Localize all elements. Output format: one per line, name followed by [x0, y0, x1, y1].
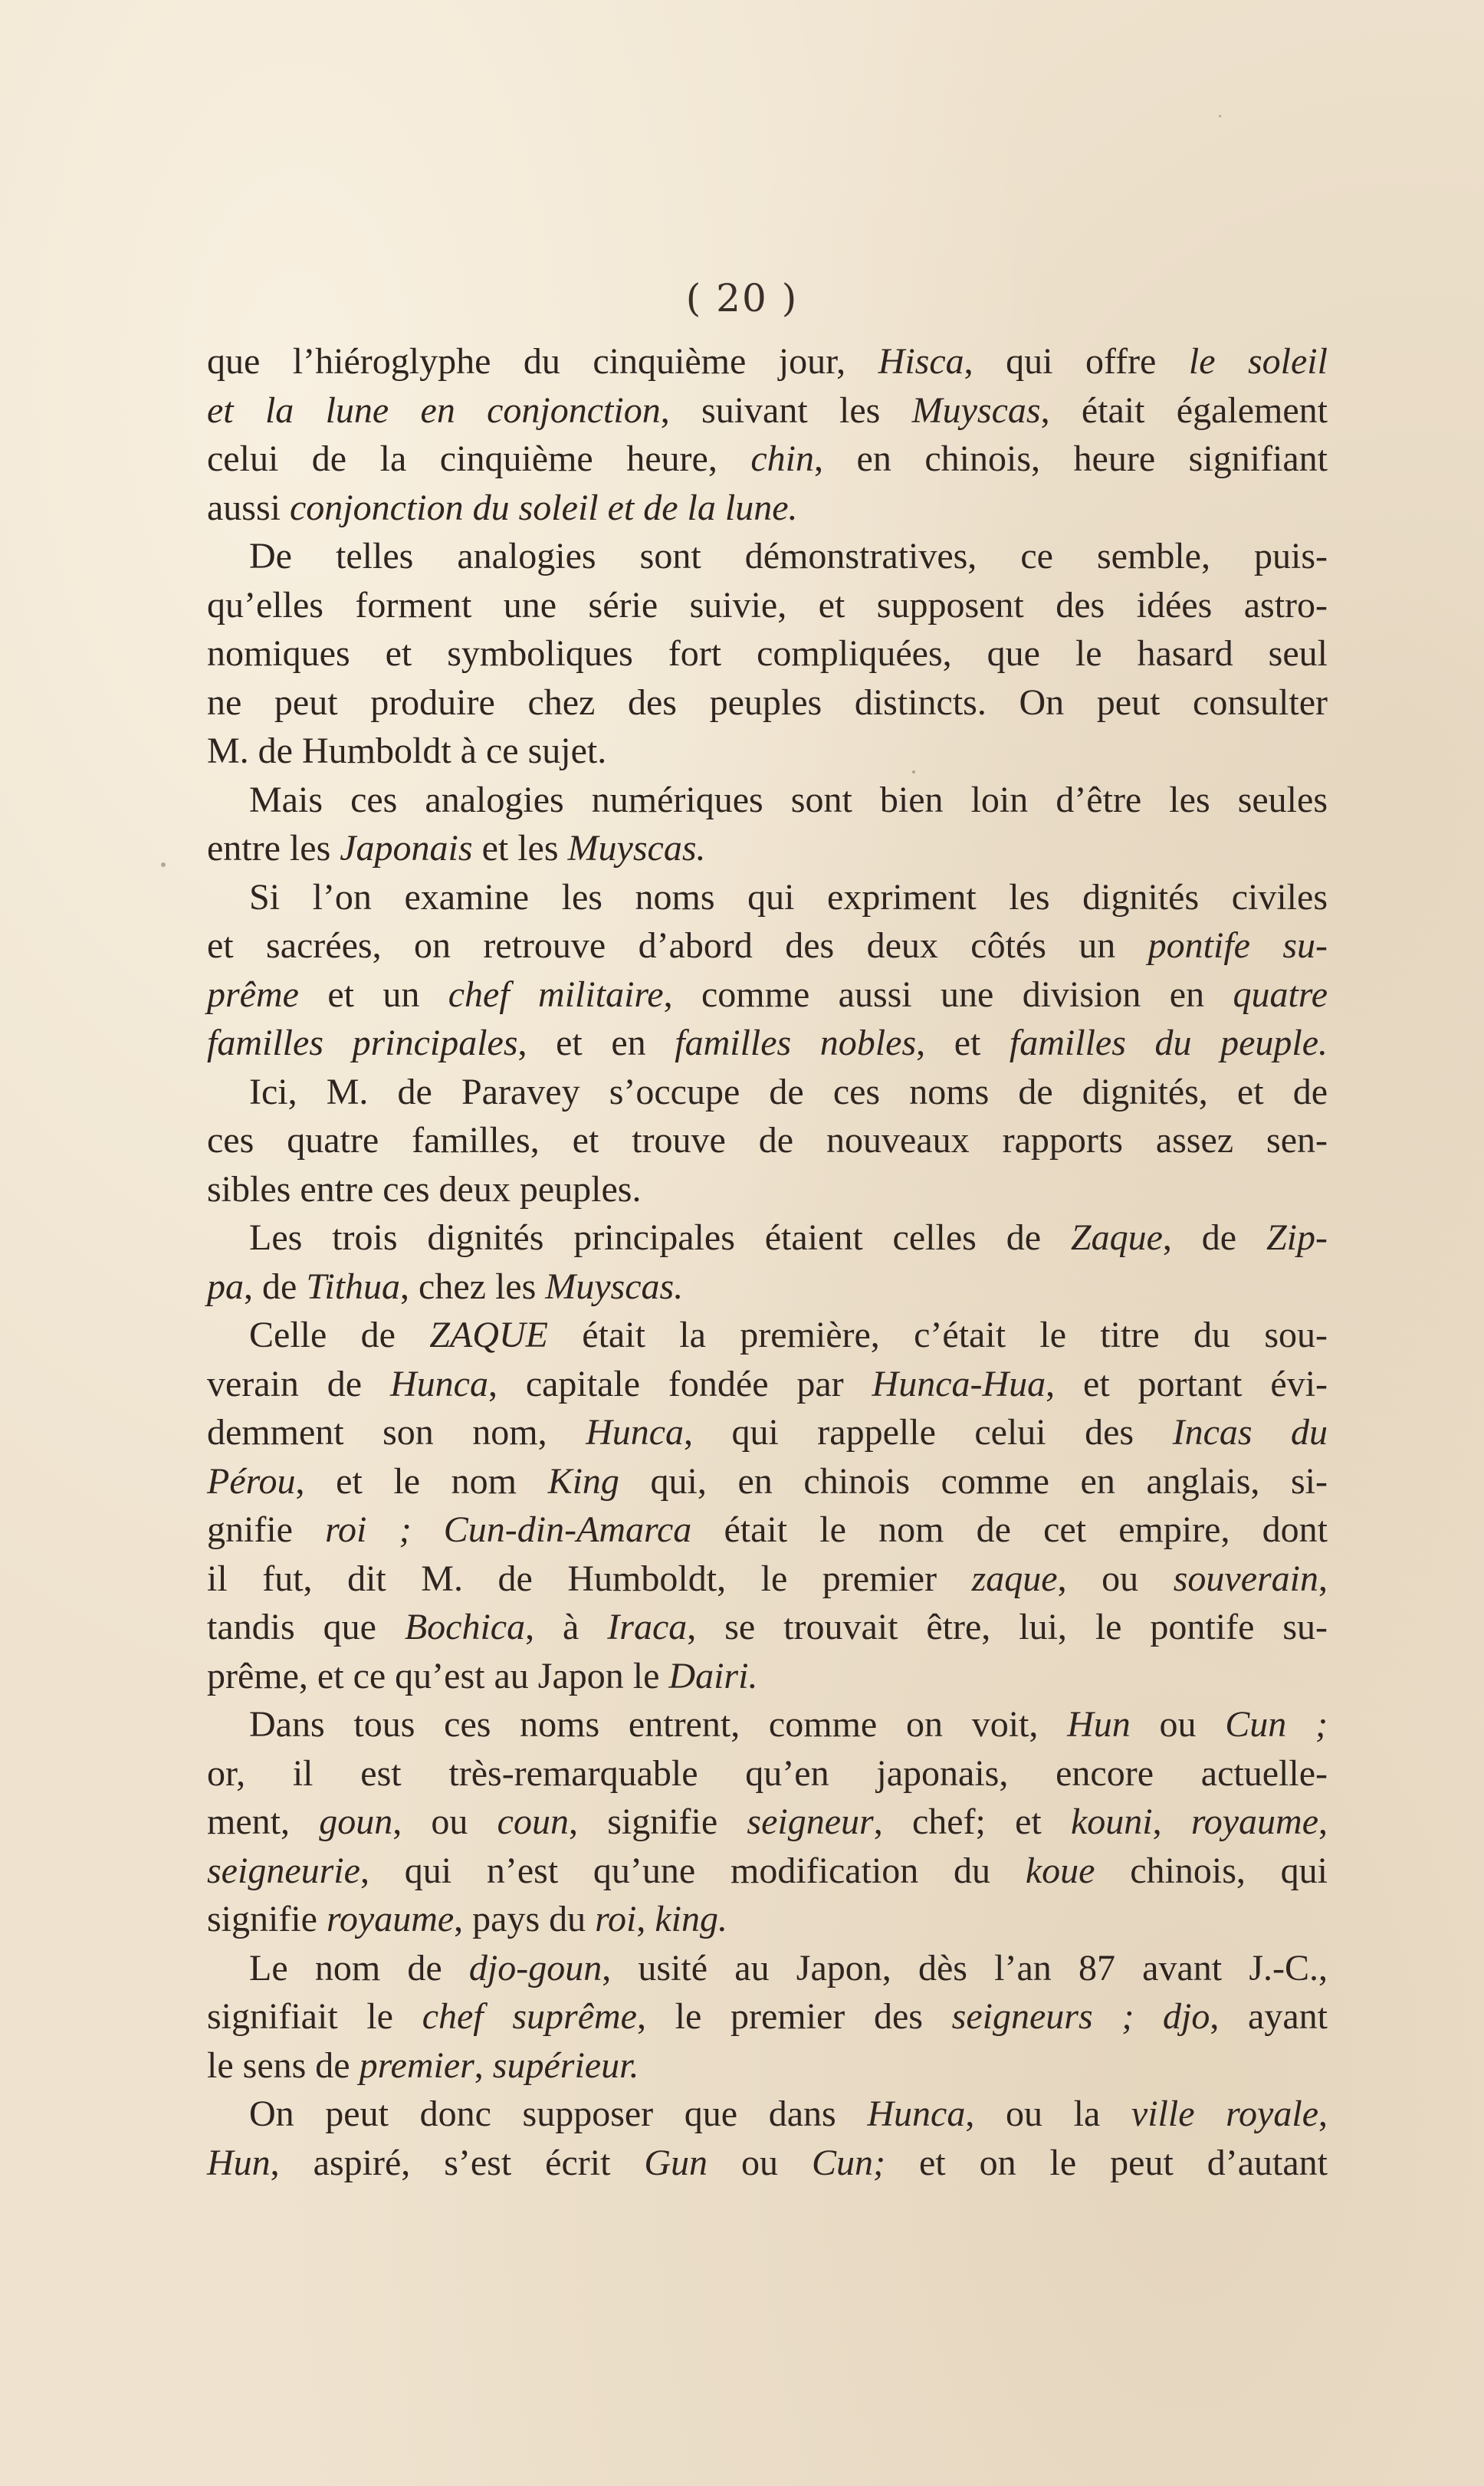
italic-run: Hunca — [389, 1363, 488, 1404]
text-run: , le premier des — [636, 1996, 952, 2037]
text-line — [207, 1555, 1328, 1604]
italic-run: Muyscas. — [545, 1266, 684, 1307]
text-run: , était également — [1040, 389, 1328, 431]
text-run: or, il est très-remarquable qu’en japonais, encore actuelle- — [207, 1752, 1328, 1794]
text-run: gnifie — [207, 1509, 326, 1550]
text-run: , et en — [517, 1023, 675, 1063]
text-line — [207, 873, 1328, 922]
italic-run: Hun — [1067, 1704, 1131, 1745]
text-line — [207, 1944, 1328, 1993]
text-run: , chef; et — [873, 1801, 1071, 1842]
italic-run: Tithua — [306, 1266, 401, 1307]
text-run: ou — [708, 2142, 812, 2183]
text-line — [207, 435, 1328, 484]
text-run: tandis que — [207, 1607, 405, 1647]
italic-run: djo-goun — [468, 1947, 602, 1988]
text-run: et un — [298, 974, 448, 1015]
italic-run: Incas du — [1172, 1412, 1328, 1453]
text-run: , — [1318, 2094, 1328, 2134]
italic-run: quatre — [1233, 974, 1328, 1015]
text-run: , qui rappelle celui des — [684, 1412, 1173, 1453]
italic-run: King — [547, 1460, 619, 1502]
italic-run: et la lune en conjonction — [207, 389, 661, 431]
italic-run: Cun; — [812, 2142, 885, 2183]
text-run: , capitale fondée par — [488, 1363, 872, 1404]
italic-run: king. — [655, 1899, 728, 1939]
body-text — [207, 337, 1328, 2187]
text-run: , ou la — [965, 2094, 1131, 2134]
text-line — [207, 1213, 1328, 1263]
text-line — [207, 532, 1328, 581]
text-run: ces quatre familles, et trouve de nouveaux rapports assez sen- — [207, 1120, 1328, 1161]
italic-run: kouni — [1070, 1801, 1153, 1842]
text-line — [207, 2139, 1328, 2188]
italic-run: Zip- — [1266, 1217, 1328, 1258]
italic-run: familles principales — [207, 1023, 518, 1063]
italic-run: coun — [497, 1801, 569, 1842]
text-line — [207, 386, 1328, 435]
italic-run: royaume — [1190, 1801, 1319, 1842]
text-run: était le nom de cet empire, dont — [691, 1509, 1328, 1550]
italic-run: prême — [207, 974, 299, 1015]
text-line — [207, 1068, 1328, 1117]
text-run: , suivant les — [660, 389, 912, 431]
italic-run: ville royale — [1131, 2094, 1319, 2134]
text-run: aussi — [207, 487, 290, 528]
italic-run: chef suprême — [422, 1996, 637, 2037]
text-run: , — [474, 2044, 493, 2086]
text-run: , ayant — [1210, 1996, 1328, 2037]
text-run: , comme aussi une division en — [663, 974, 1233, 1015]
text-run: il fut, dit M. de Humboldt, le premier — [207, 1558, 972, 1599]
italic-run: roi — [595, 1899, 637, 1939]
text-run: ou — [1130, 1704, 1226, 1745]
italic-run: Hisca — [878, 341, 964, 382]
text-line — [207, 1457, 1328, 1506]
text-run: Le nom de — [249, 1947, 469, 1988]
text-run: , — [636, 1899, 655, 1939]
italic-run: le soleil — [1188, 341, 1328, 382]
text-run: , qui n’est qu’une modification du — [360, 1850, 1026, 1891]
italic-run: Pérou — [207, 1460, 296, 1502]
text-run: , — [1318, 1801, 1328, 1842]
text-run: , ou — [1057, 1558, 1174, 1599]
italic-run: pa — [207, 1266, 244, 1307]
text-run: nomiques et symboliques fort compliquées, que le hasard seul — [207, 633, 1328, 674]
text-run: Si l’on examine les noms qui expriment les dignités civiles — [249, 876, 1328, 918]
text-line — [207, 1798, 1328, 1847]
text-run: que l’hiéroglyphe du cinquième jour, — [207, 341, 878, 382]
italic-run: souverain — [1173, 1558, 1319, 1599]
text-run: , — [1318, 1558, 1328, 1599]
text-line — [207, 970, 1328, 1020]
text-line — [207, 1506, 1328, 1555]
text-run: , et le nom — [295, 1460, 548, 1502]
text-run: sibles entre ces deux peuples. — [207, 1168, 642, 1210]
italic-run: familles du peuple. — [1009, 1023, 1328, 1063]
italic-run: pontife su- — [1147, 925, 1328, 966]
text-run: , de — [244, 1266, 307, 1307]
text-run: Ici, M. de Paravey s’occupe de ces noms de dignités, et de — [249, 1071, 1328, 1112]
italic-run: Dairi. — [668, 1655, 758, 1696]
text-line — [207, 776, 1328, 825]
italic-run: seigneurie — [207, 1850, 360, 1891]
text-line — [207, 1019, 1328, 1068]
italic-run: royaume — [326, 1899, 455, 1939]
italic-run: Hunca — [586, 1412, 685, 1453]
text-line — [207, 2090, 1328, 2139]
text-line — [207, 1749, 1328, 1798]
text-run: qu’elles forment une série suivie, et supposent des idées astro- — [207, 584, 1328, 626]
italic-run: seigneur — [747, 1801, 874, 1842]
italic-run: Cun ; — [1225, 1704, 1328, 1745]
italic-run: roi ; Cun-din-Amarca — [325, 1509, 692, 1550]
italic-run: Bochica — [404, 1607, 526, 1647]
text-run: et les — [472, 828, 568, 869]
text-line — [207, 484, 1328, 533]
text-run: , pays du — [454, 1899, 596, 1939]
italic-run: goun — [319, 1801, 393, 1842]
italic-run: zaque — [971, 1558, 1058, 1599]
text-line — [207, 1116, 1328, 1165]
text-line — [207, 921, 1328, 970]
text-line — [207, 1895, 1328, 1944]
italic-run: Hunca-Hua — [872, 1363, 1046, 1404]
italic-run: Iraca — [607, 1607, 688, 1647]
paper-speck — [912, 770, 915, 773]
text-line — [207, 678, 1328, 727]
text-run: demment son nom, — [207, 1412, 586, 1453]
text-run: Dans tous ces noms entrent, comme on voit, — [249, 1704, 1068, 1745]
text-run: entre les — [207, 828, 340, 869]
text-line — [207, 1652, 1328, 1701]
text-line — [207, 1992, 1328, 2041]
text-run: , et — [916, 1023, 1010, 1063]
text-line — [207, 1360, 1328, 1409]
text-run: ne peut produire chez des peuples distincts. On peut consulter — [207, 681, 1328, 723]
text-run: était la première, c’était le titre du sou- — [547, 1315, 1328, 1355]
italic-run: conjonction du soleil et de la lune. — [290, 487, 798, 528]
italic-run: Muyscas — [911, 389, 1041, 431]
text-line — [207, 1165, 1328, 1214]
text-line — [207, 1408, 1328, 1457]
text-run: Mais ces analogies numériques sont bien loin d’être les seules — [249, 779, 1328, 820]
text-run: , de — [1162, 1217, 1266, 1258]
text-line — [207, 1603, 1328, 1652]
text-line — [207, 1700, 1328, 1749]
paper-speck — [161, 862, 166, 867]
text-run: , en chinois, heure signifiant — [814, 438, 1328, 479]
text-run: , usité au Japon, dès l’an 87 avant J.-C., — [602, 1947, 1328, 1988]
text-run: et on le peut d’autant — [885, 2142, 1328, 2183]
italic-run: Japonais — [340, 828, 473, 869]
text-run: Celle de — [249, 1315, 430, 1355]
text-run: prême, et ce qu’est au Japon le — [207, 1655, 669, 1696]
text-run: , — [1152, 1801, 1191, 1842]
italic-run: supérieur. — [492, 2044, 639, 2086]
italic-run: Gun — [644, 2142, 708, 2183]
text-line — [207, 337, 1328, 386]
text-run: qui, en chinois comme en anglais, si- — [619, 1460, 1328, 1502]
text-run: ment, — [207, 1801, 320, 1842]
text-line — [207, 581, 1328, 630]
page-number: ( 20 ) — [685, 276, 799, 320]
italic-run: chin — [750, 438, 815, 479]
text-run: le sens de — [207, 2044, 360, 2086]
text-line — [207, 629, 1328, 678]
text-run: De telles analogies sont démonstratives, ce semble, puis- — [249, 536, 1328, 576]
text-run: chinois, qui — [1095, 1850, 1328, 1891]
text-run: , qui offre — [964, 341, 1189, 382]
text-run: , ou — [392, 1801, 497, 1842]
text-run: M. de Humboldt à ce sujet. — [207, 731, 607, 771]
text-line — [207, 1847, 1328, 1896]
text-run: signifie — [207, 1899, 327, 1939]
italic-run: ZAQUE — [429, 1315, 548, 1355]
paper-speck — [1219, 115, 1221, 117]
text-run: Les trois dignités principales étaient celles de — [249, 1217, 1071, 1258]
text-line — [207, 1311, 1328, 1360]
text-run: On peut donc supposer que dans — [249, 2094, 868, 2134]
italic-run: Hunca — [867, 2094, 966, 2134]
italic-run: seigneurs ; djo — [951, 1996, 1210, 2037]
text-line — [207, 824, 1328, 873]
italic-run: chef militaire — [448, 974, 664, 1015]
italic-run: familles nobles — [675, 1023, 917, 1063]
text-run: , à — [525, 1607, 608, 1647]
text-run: et sacrées, on retrouve d’abord des deux côtés un — [207, 925, 1148, 966]
text-run: , aspiré, s’est écrit — [270, 2142, 645, 2183]
italic-run: Hun — [207, 2142, 271, 2183]
text-run: , signifie — [568, 1801, 747, 1842]
italic-run: premier — [359, 2044, 474, 2086]
text-run: , et portant évi- — [1046, 1363, 1328, 1404]
text-run: celui de la cinquième heure, — [207, 438, 751, 479]
text-line — [207, 727, 1328, 776]
text-run: signifiait le — [207, 1996, 422, 2037]
text-run: verain de — [207, 1363, 390, 1404]
italic-run: Muyscas. — [567, 828, 706, 869]
text-line — [207, 1263, 1328, 1312]
text-run: , se trouvait être, lui, le pontife su- — [687, 1607, 1328, 1647]
italic-run: Zaque — [1070, 1217, 1163, 1258]
italic-run: koue — [1025, 1850, 1095, 1891]
text-run: , chez les — [400, 1266, 546, 1307]
text-line — [207, 2041, 1328, 2090]
